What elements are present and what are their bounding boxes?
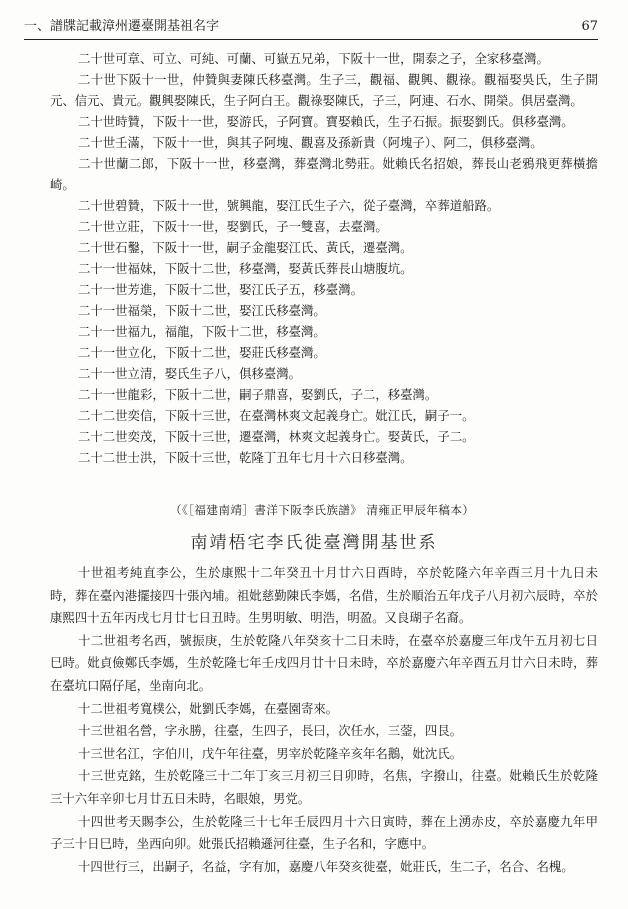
entry: 二十世下阪十一世，仲贊與妻陳氏移臺灣。生子三，觀福、觀興、觀祿。觀福娶吳氏，生子開元、信元、貴元。觀興娶陳氏，生子阿白王。觀祿娶陳氏，子三，阿連、石水、開榮。俱居臺灣。 [50,72,598,108]
entry: 二十世立莊，下阪十一世，娶劉氏，子一雙喜，去臺灣。 [78,219,388,234]
genealogy-entries [50,48,598,468]
page-number: 67 [581,19,598,34]
paragraph: 十世祖考純直李公，生於康熙十二年癸丑十月廿六日酉時，卒於乾隆六年辛酉三月十九日未時，葬在臺內港擺接四十張內埔。祖妣慈勤陳氏李媽，名借，生於順治五年戊子八月初六辰時，卒於康熙四十五年丙戌七月廿七日丑時。生男明敏、明浩，明盈。又良瑚子名裔。 [50,565,598,626]
entry: 二十一世芳進，下阪十二世，娶江氏子五，移臺灣。 [78,282,363,297]
paragraph: 十二世祖考名西，號振庚，生於乾隆八年癸亥十二日未時，在臺卒於嘉慶三年戊午五月初七日巳時。妣貞儉鄭氏李媽，生於乾隆七年壬戌四月廿十日未時，卒於嘉慶六年辛酉五月廿六日未時，葬在臺坑口隔仔尾，坐南向北。 [50,632,598,693]
section-title: 南靖梧宅李氏徙臺灣開基世系 [190,533,438,553]
entry: 二十世蘭二郎，下阪十一世，移臺灣，葬臺灣北勢莊。妣賴氏名招娘，葬長山老鴉飛更葬橫擔崎。 [50,156,598,192]
entry: 二十世石鑿，下阪十一世，嗣子金龍娶江氏、黃氏，遷臺灣。 [78,240,413,255]
entry: 二十一世福榮，下阪十二世，娶江氏移臺灣。 [78,303,326,318]
entry: 二十二世士洪，下阪十三世，乾隆丁丑年七月十六日移臺灣。 [78,450,413,465]
entry: 二十一世福妹，下阪十二世，移臺灣，娶黃氏葬長山塘腹坑。 [78,261,413,276]
running-header [24,10,598,40]
lineage-paragraphs [50,562,598,878]
paragraph: 十三世克銘，生於乾隆三十二年丁亥三月初三日卯時，名焦，字撥山，往臺。妣賴氏生於乾隆三十六年辛卯七月廿五日未時，名眼娘，男党。 [50,768,598,806]
entry: 二十二世奕茂，下阪十三世，遷臺灣，林爽文起義身亡。娶黃氏，子二。 [78,429,475,444]
entry: 二十世時贊，下阪十一世，娶游氏，子阿寶。寶娶賴氏，生子石振。振娶劉氏。俱移臺灣。 [78,114,574,129]
header-title: 一、譜牒記載漳州遷臺開基祖名字 [24,19,220,34]
entry: 二十一世立清，娶氏生子八，俱移臺灣。 [78,366,302,381]
paragraph: 十四世行三，出嗣子，名益，字有加，嘉慶八年癸亥徙臺，妣莊氏，生二子，名合、名槐。 [78,858,574,874]
entry: 二十世碧贊，下阪十一世，號興龍，娶江氏生子六，從子臺灣，卒葬道船路。 [78,198,500,213]
paragraph: 十三世名江，字伯川，戊午年往臺，男宰於乾隆辛亥年名鵝，妣沈氏。 [78,745,463,761]
paragraph: 十三世祖名營，字永勝，往臺，生四子，長曰，次任水，三蓥，四艮。 [78,723,463,739]
paragraph: 十四世考天賜李公，生於乾隆三十七年壬辰四月十六日寅時，葬在上湧赤皮，卒於嘉慶九年甲子三十日巳時，坐西向卯。妣張氏招賴遜河往臺，生子名和，字應中。 [50,813,598,852]
entry: 二十一世龍彩，下阪十二世，嗣子鼎喜，娶劉氏，子二，移臺灣。 [78,387,438,402]
entry: 二十世可章、可立、可純、可蘭、可嶽五兄弟，下阪十一世，開泰之子，全家移臺灣。 [78,51,549,66]
source-citation: （《［福建南靖］書洋下阪李氏族譜》 清雍正甲辰年稿本） [170,503,475,517]
entry: 二十一世立化，下阪十二世，娶莊氏移臺灣。 [78,345,326,360]
entry: 二十世壬滿，下阪十一世，與其子阿塊、觀喜及孫新貴（阿塊子）、阿二，俱移臺灣。 [78,135,543,150]
paragraph: 十二世祖考寬樸公，妣劉氏李媽，在臺園寄來。 [78,700,339,716]
entry: 二十二世奕信，下阪十三世，在臺灣林爽文起義身亡。妣江氏，嗣子一。 [78,408,475,423]
entry: 二十一世福九，福龍，下阪十二世，移臺灣。 [78,324,326,339]
